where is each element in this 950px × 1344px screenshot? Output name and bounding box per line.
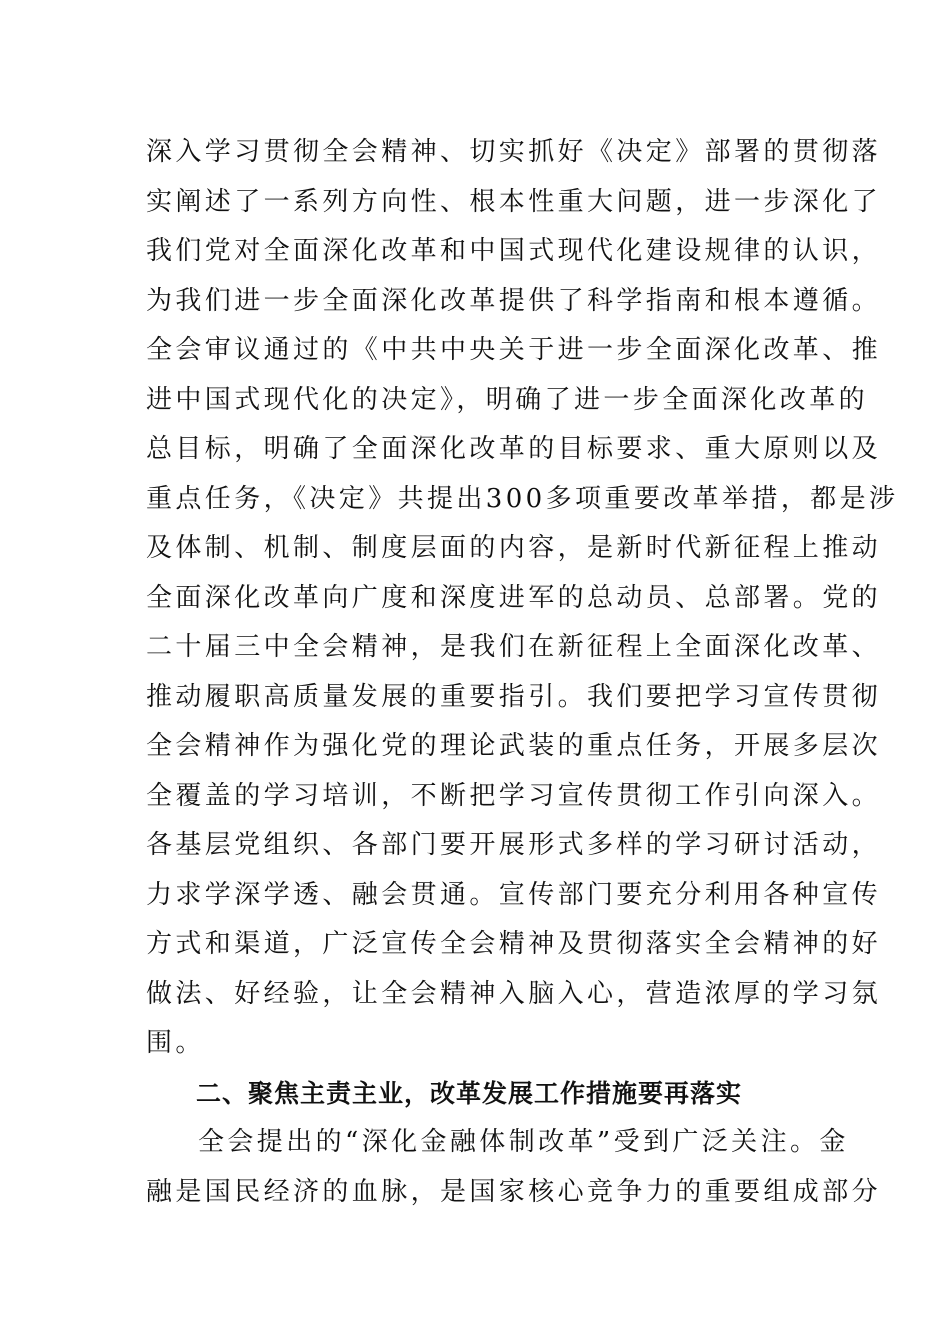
text-line: 及体制、机制、制度层面的内容，是新时代新征程上推动 [146,533,882,563]
text-line: 全覆盖的学习培训，不断把学习宣传贯彻工作引向深入。 [146,780,882,811]
text-line: 实阐述了一系列方向性、根本性重大问题，进一步深化了 [146,186,882,217]
text-line: 为我们进一步全面深化改革提供了科学指南和根本遵循。 [146,285,882,316]
text-line: 方式和渠道，广泛宣传全会精神及贯彻落实全会精神的好 [146,929,882,959]
text-line: 总目标，明确了全面深化改革的目标要求、重大原则以及 [146,434,882,464]
text-line: 进中国式现代化的决定》，明确了进一步全面深化改革的 [146,384,869,415]
text-line: 深入学习贯彻全会精神、切实抓好《决定》部署的贯彻落 [146,137,882,167]
text-line: 围。 [146,1028,205,1058]
text-line: 二十届三中全会精神，是我们在新征程上全面深化改革、 [146,632,882,662]
text-line: 各基层党组织、各部门要开展形式多样的学习研讨活动， [146,830,882,860]
text-line: 全会提出的“深化金融体制改革”受到广泛关注。金 [198,1127,849,1157]
text-line: 做法、好经验，让全会精神入脑入心，营造浓厚的学习氛 [146,978,882,1009]
text-line: 融是国民经济的血脉，是国家核心竞争力的重要组成部分 [146,1176,882,1207]
text-line: 全会精神作为强化党的理论武装的重点任务，开展多层次 [146,731,882,761]
text-line: 全面深化改革向广度和深度进军的总动员、总部署。党的 [146,582,882,613]
text-line: 推动履职高质量发展的重要指引。我们要把学习宣传贯彻 [146,681,882,712]
text-line: 全会审议通过的《中共中央关于进一步全面深化改革、推 [146,335,882,365]
text-line: 力求学深学透、融会贯通。宣传部门要充分利用各种宣传 [146,879,882,910]
text-line: 我们党对全面深化改革和中国式现代化建设规律的认识， [146,236,882,266]
text-line: 重点任务，《决定》共提出300多项重要改革举措，都是涉 [146,483,899,514]
section-heading: 二、聚焦主责主业，改革发展工作措施要再落实 [196,1078,743,1108]
document-body [146,128,899,1217]
